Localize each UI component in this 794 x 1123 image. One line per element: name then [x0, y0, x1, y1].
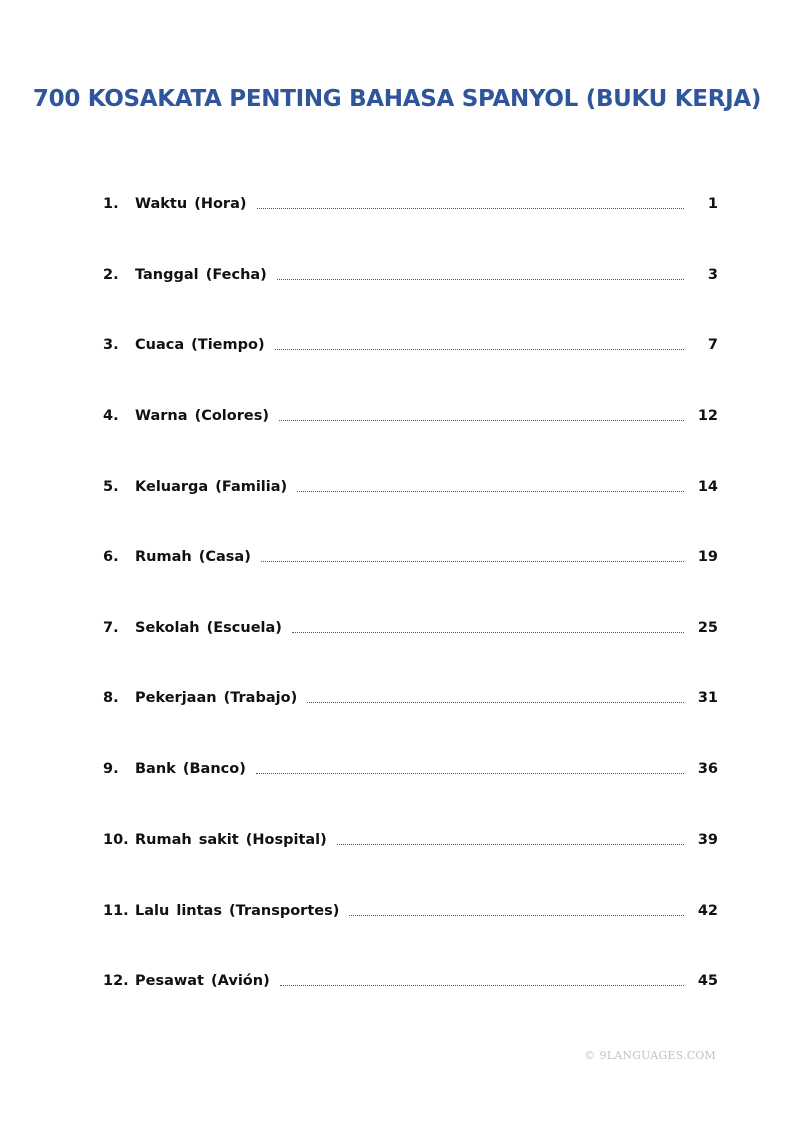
dot-leader — [257, 208, 685, 209]
toc-entry[interactable] — [103, 970, 718, 992]
toc-entry-number: 7. — [103, 620, 119, 636]
dot-leader — [349, 915, 683, 916]
toc-entry-page: 31 — [697, 690, 718, 706]
copyright-icon: © — [584, 1049, 596, 1062]
footer-site-name: 9LANGUAGES.COM — [599, 1049, 716, 1062]
toc-entry-label: Keluarga (Familia) — [135, 479, 288, 495]
toc-entry-number: 2. — [103, 267, 119, 283]
toc-entry-number: 4. — [103, 408, 119, 424]
toc-entry-page: 36 — [697, 761, 718, 777]
dot-leader — [261, 561, 684, 562]
dot-leader — [280, 985, 684, 986]
toc-entry-page: 12 — [697, 408, 718, 424]
dot-leader — [307, 702, 684, 703]
dot-leader — [279, 420, 684, 421]
dot-leader — [297, 491, 684, 492]
toc-entry-page: 14 — [697, 479, 718, 495]
toc-entry-number: 3. — [103, 337, 119, 353]
footer-copyright — [584, 1049, 716, 1062]
toc-entry[interactable] — [103, 476, 718, 498]
toc-entry-page: 1 — [707, 196, 718, 212]
toc-entry-label: Pekerjaan (Trabajo) — [135, 690, 298, 706]
toc-entry-number: 1. — [103, 196, 119, 212]
dot-leader — [277, 279, 684, 280]
toc-entry-page: 3 — [707, 267, 718, 283]
toc-entry-number: 10. — [103, 832, 129, 848]
toc-entry[interactable] — [103, 546, 718, 568]
toc-entry-label: Rumah sakit (Hospital) — [135, 832, 327, 848]
toc-entry-label: Tanggal (Fecha) — [135, 267, 267, 283]
toc-entry[interactable] — [103, 405, 718, 427]
dot-leader — [275, 349, 684, 350]
toc-entry-label: Rumah (Casa) — [135, 549, 251, 565]
toc-entry-page: 25 — [697, 620, 718, 636]
toc-entry[interactable] — [103, 617, 718, 639]
dot-leader — [256, 773, 684, 774]
toc-entry[interactable] — [103, 900, 718, 922]
toc-entry-page: 19 — [697, 549, 718, 565]
toc-entry[interactable] — [103, 687, 718, 709]
toc-entry[interactable] — [103, 334, 718, 356]
dot-leader — [337, 844, 684, 845]
toc-entry[interactable] — [103, 193, 718, 215]
toc-entry-label: Cuaca (Tiempo) — [135, 337, 265, 353]
toc-entry-label: Warna (Colores) — [135, 408, 269, 424]
toc-entry[interactable] — [103, 264, 718, 286]
toc-entry-number: 9. — [103, 761, 119, 777]
toc-entry-number: 8. — [103, 690, 119, 706]
toc-entry-page: 7 — [707, 337, 718, 353]
toc-entry-label: Bank (Banco) — [135, 761, 246, 777]
toc-entry-page: 39 — [697, 832, 718, 848]
toc-entry[interactable] — [103, 758, 718, 780]
toc-entry-page: 45 — [697, 973, 718, 989]
toc-entry-label: Lalu lintas (Transportes) — [135, 903, 340, 919]
toc-entry[interactable] — [103, 829, 718, 851]
toc-entry-number: 12. — [103, 973, 129, 989]
dot-leader — [292, 632, 684, 633]
toc-entry-label: Pesawat (Avión) — [135, 973, 270, 989]
document-title: 700 KOSAKATA PENTING BAHASA SPANYOL (BUKU KERJA) — [32, 86, 762, 112]
toc-entry-page: 42 — [697, 903, 718, 919]
toc-entry-label: Waktu (Hora) — [135, 196, 247, 212]
toc-entry-number: 6. — [103, 549, 119, 565]
toc-entry-number: 5. — [103, 479, 119, 495]
toc-entry-number: 11. — [103, 903, 129, 919]
toc-entry-label: Sekolah (Escuela) — [135, 620, 282, 636]
